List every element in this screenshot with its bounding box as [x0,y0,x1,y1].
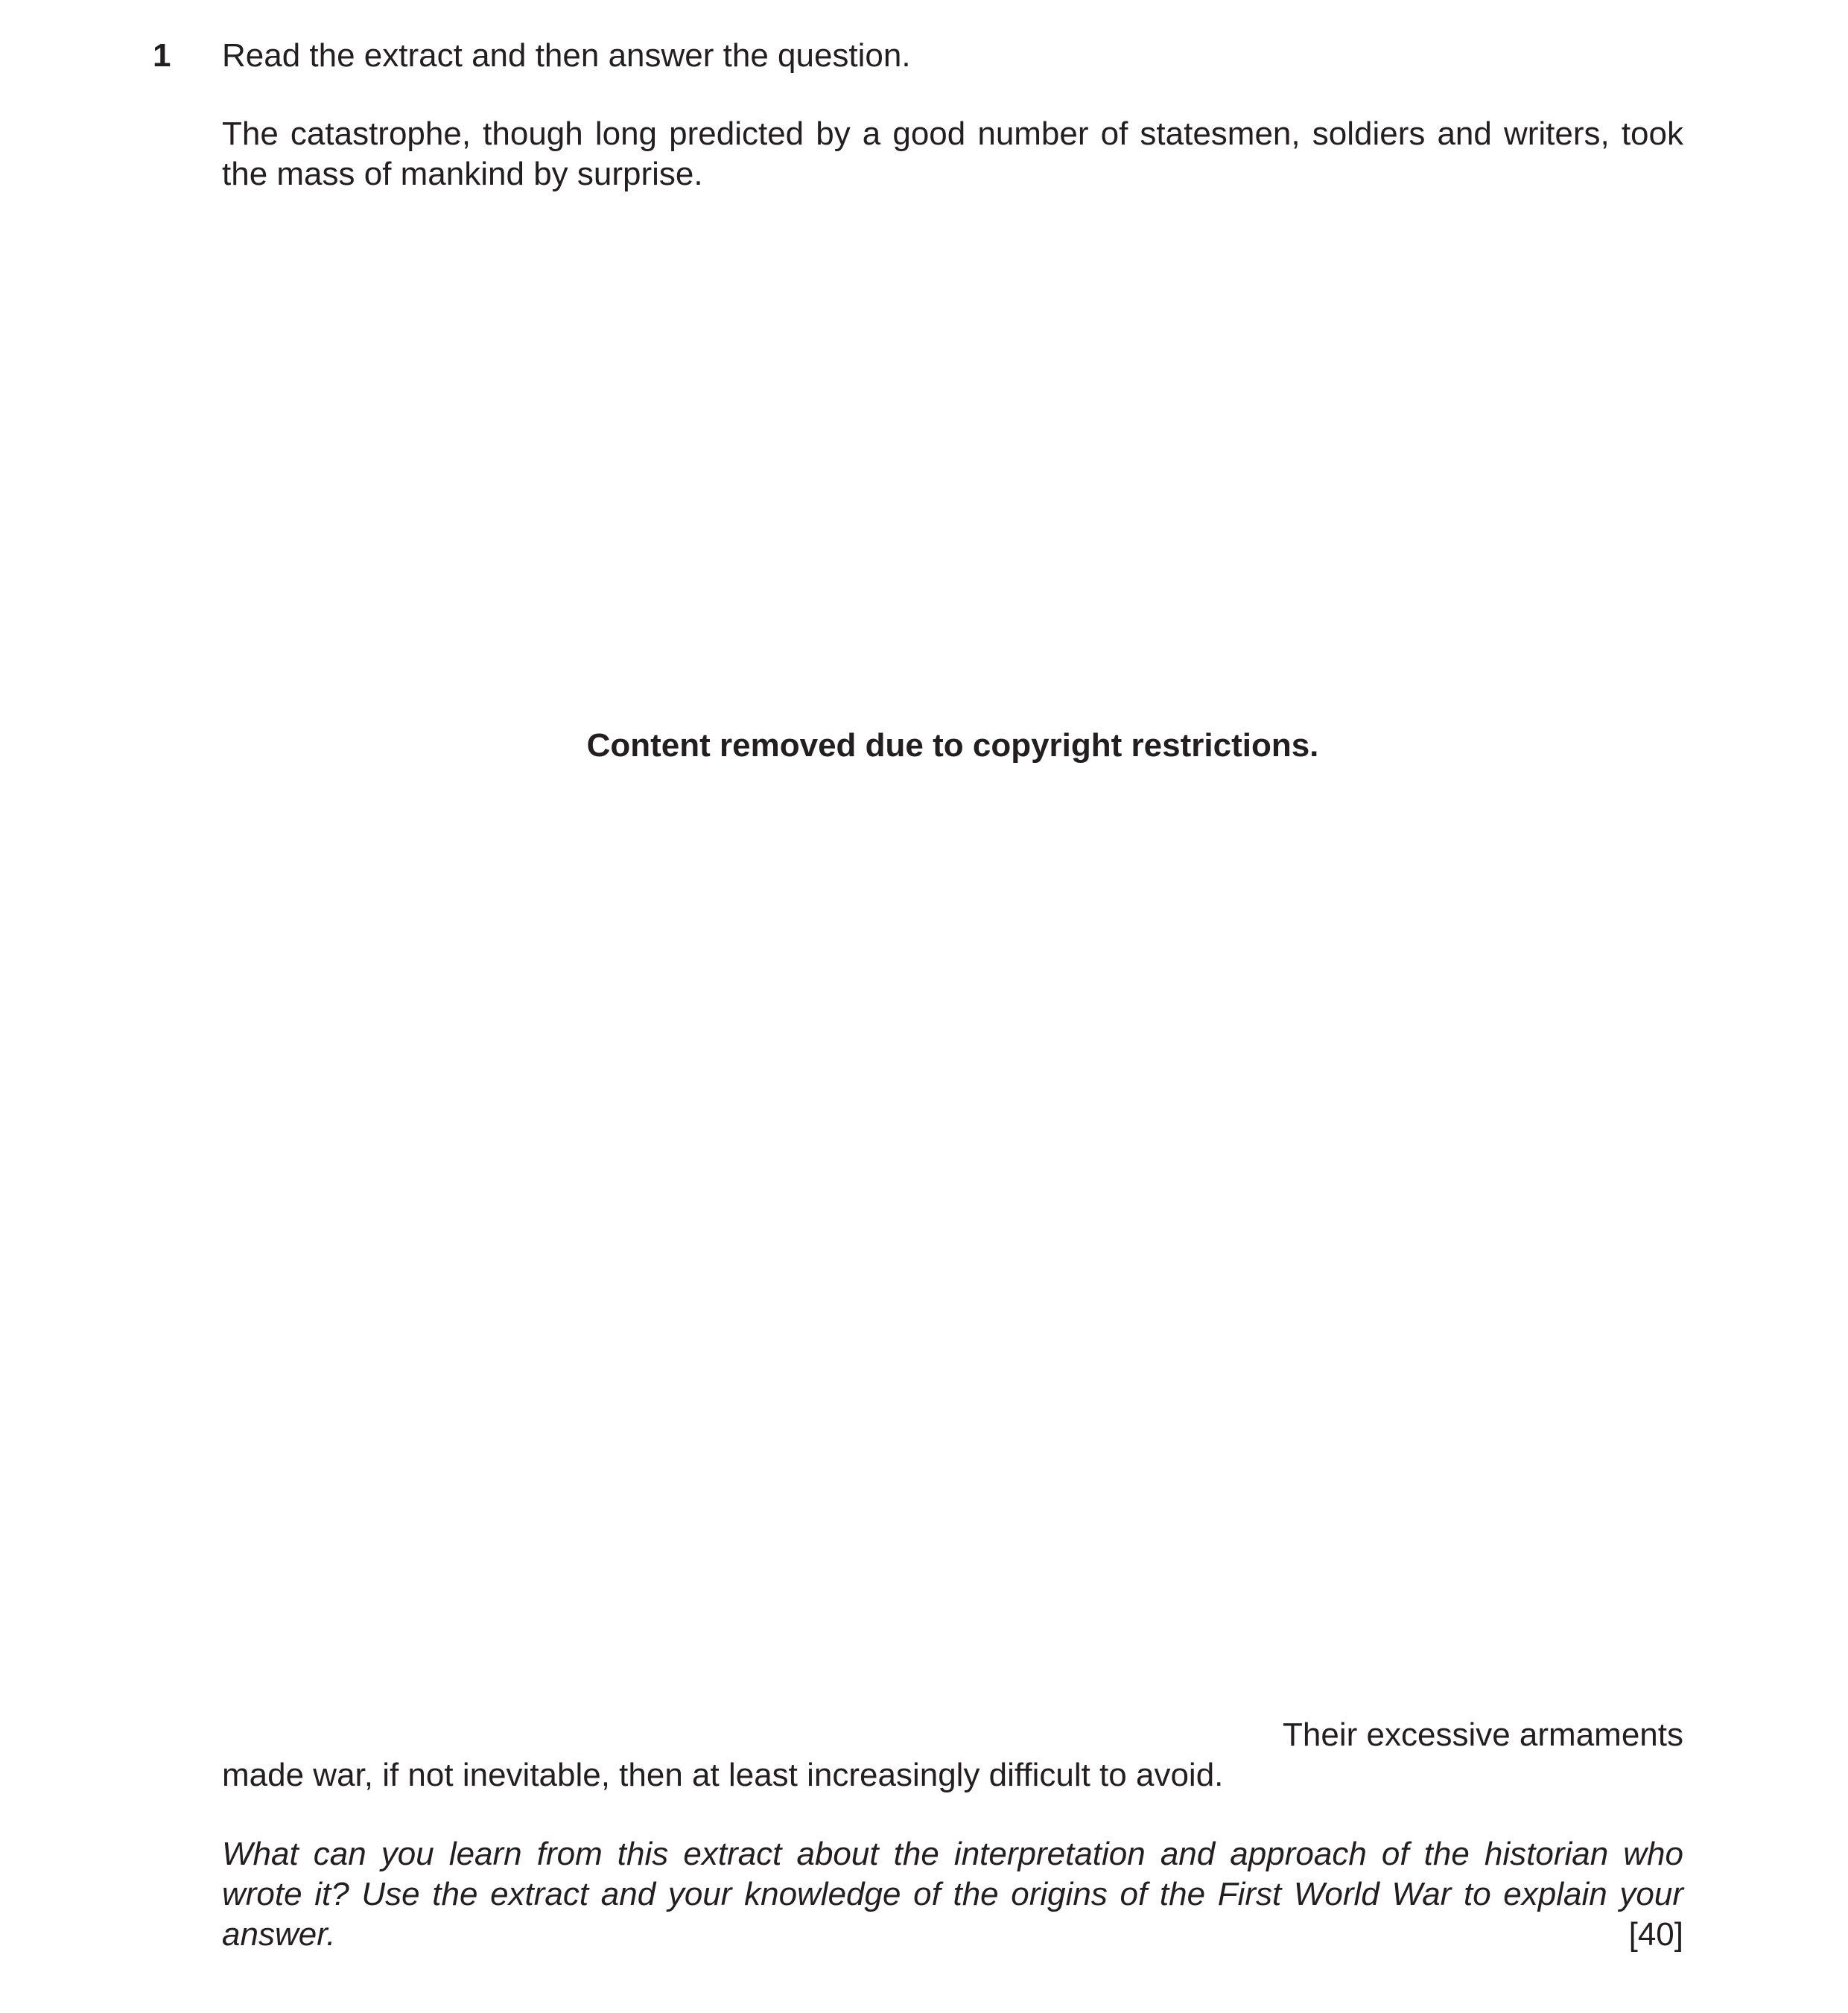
extract-closing-line2: made war, if not inevitable, then at least increasingly difficult to avoid. [222,1757,1224,1793]
extract-closing-line1: Their excessive armaments [1283,1716,1683,1753]
question-prompt: What can you learn from this extract about the interpretation and approach of the historian who wrote it? Use the extract and your knowledge of the origins of the First World War to explain your answer. [222,1836,1683,1953]
question-instruction: Read the extract and then answer the question. [222,37,911,74]
marks-allocation: [40] [1628,1916,1683,1953]
question-number: 1 [153,37,171,74]
extract-opening: The catastrophe, though long predicted by a good number of statesmen, soldiers and writers, took the mass of mankind by surprise. [222,115,1683,192]
copyright-notice: Content removed due to copyright restrictions. [586,727,1319,764]
